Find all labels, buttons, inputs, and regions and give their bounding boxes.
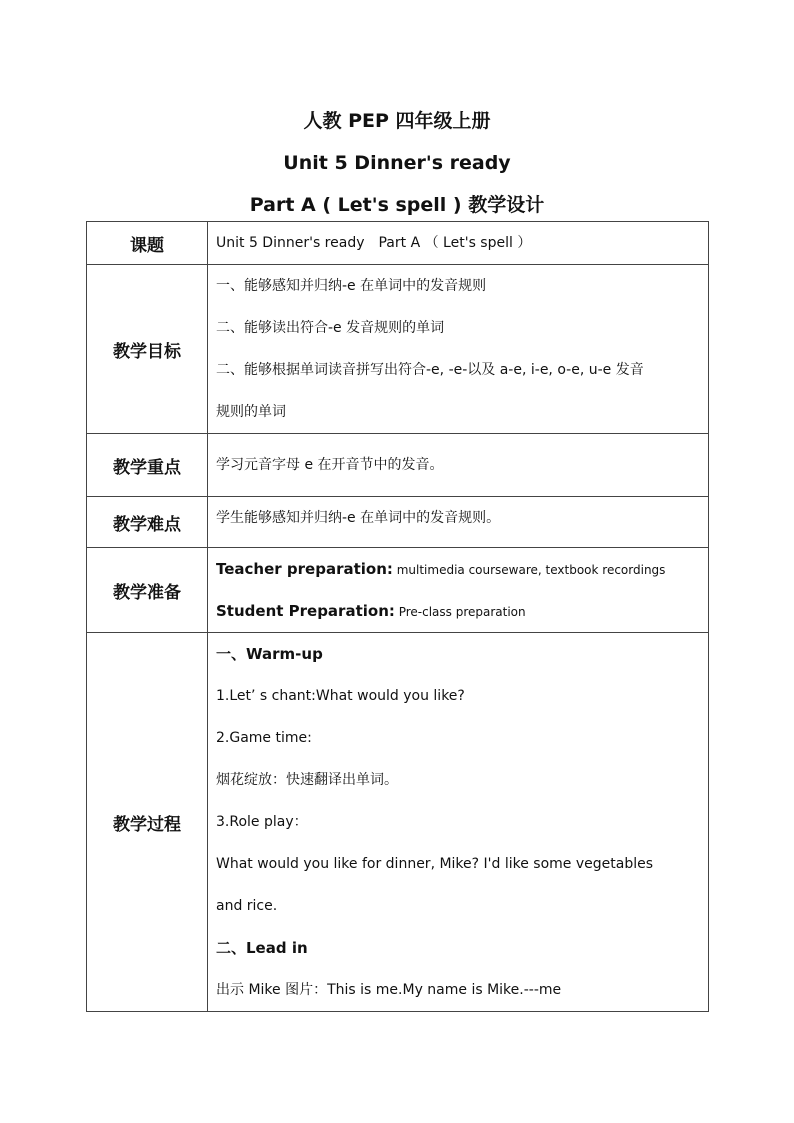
objective-item: 一、能够感知并归纳-e 在单词中的发音规则 <box>216 278 487 294</box>
teacher-preparation <box>216 548 700 590</box>
process-step: 1.Let’ s chant:What would you like? <box>216 688 465 704</box>
row-process <box>87 633 709 1012</box>
difficulties-value: 学生能够感知并归纳-e 在单词中的发音规则。 <box>216 510 501 526</box>
title-line-grade: 人教 PEP 四年级上册 <box>303 110 491 132</box>
row-objectives <box>87 265 709 434</box>
preparation-label: 教学准备 <box>87 548 208 633</box>
row-preparation <box>87 548 709 633</box>
leadin-detail: 出示 Mike 图片：This is me.My name is Mike.---me <box>216 982 562 998</box>
process-cell <box>208 633 709 1012</box>
student-preparation-value: Pre-class preparation <box>394 605 526 619</box>
title-line-unit: Unit 5 Dinner's ready <box>283 152 511 174</box>
warmup-heading: 一、Warm-up <box>216 645 323 663</box>
leadin-heading: 二、Lead in <box>216 939 308 957</box>
difficulties-label: 教学难点 <box>87 497 208 548</box>
topic-cell <box>208 222 709 265</box>
objectives-cell <box>208 265 709 434</box>
teacher-preparation-label: Teacher preparation: <box>216 560 393 578</box>
key-points-label: 教学重点 <box>87 434 208 497</box>
row-difficulties <box>87 497 709 548</box>
teacher-preparation-value: multimedia courseware, textbook recordings <box>392 563 666 577</box>
key-points-value: 学习元音字母 e 在开音节中的发音。 <box>216 457 444 473</box>
process-step: 2.Game time: <box>216 730 312 746</box>
process-step-detail: and rice. <box>216 898 278 914</box>
process-step-detail: 烟花绽放：快速翻译出单词。 <box>216 772 398 788</box>
process-step: 3.Role play： <box>216 814 308 830</box>
objective-item: 二、能够根据单词读音拼写出符合-e, -e-以及 a-e, i-e, o-e, u-e 发音 <box>216 362 644 378</box>
objective-item: 二、能够读出符合-e 发音规则的单词 <box>216 320 445 336</box>
objectives-label: 教学目标 <box>87 265 208 434</box>
lesson-plan-table <box>86 221 709 1012</box>
row-topic <box>87 222 709 265</box>
difficulties-cell <box>208 497 709 548</box>
document-title-block <box>0 100 794 226</box>
row-key-points <box>87 434 709 497</box>
topic-value: Unit 5 Dinner's ready Part A （ Let's spell ） <box>216 235 532 251</box>
process-step-detail: What would you like for dinner, Mike? I'd like some vegetables <box>216 856 654 872</box>
topic-label: 课题 <box>87 222 208 265</box>
student-preparation-label: Student Preparation: <box>216 602 395 620</box>
objective-item: 规则的单词 <box>216 404 286 420</box>
title-line-part: Part A ( Let's spell ) 教学设计 <box>249 194 545 216</box>
process-label: 教学过程 <box>87 633 208 1012</box>
student-preparation <box>216 590 700 632</box>
key-points-cell <box>208 434 709 497</box>
preparation-cell <box>208 548 709 633</box>
